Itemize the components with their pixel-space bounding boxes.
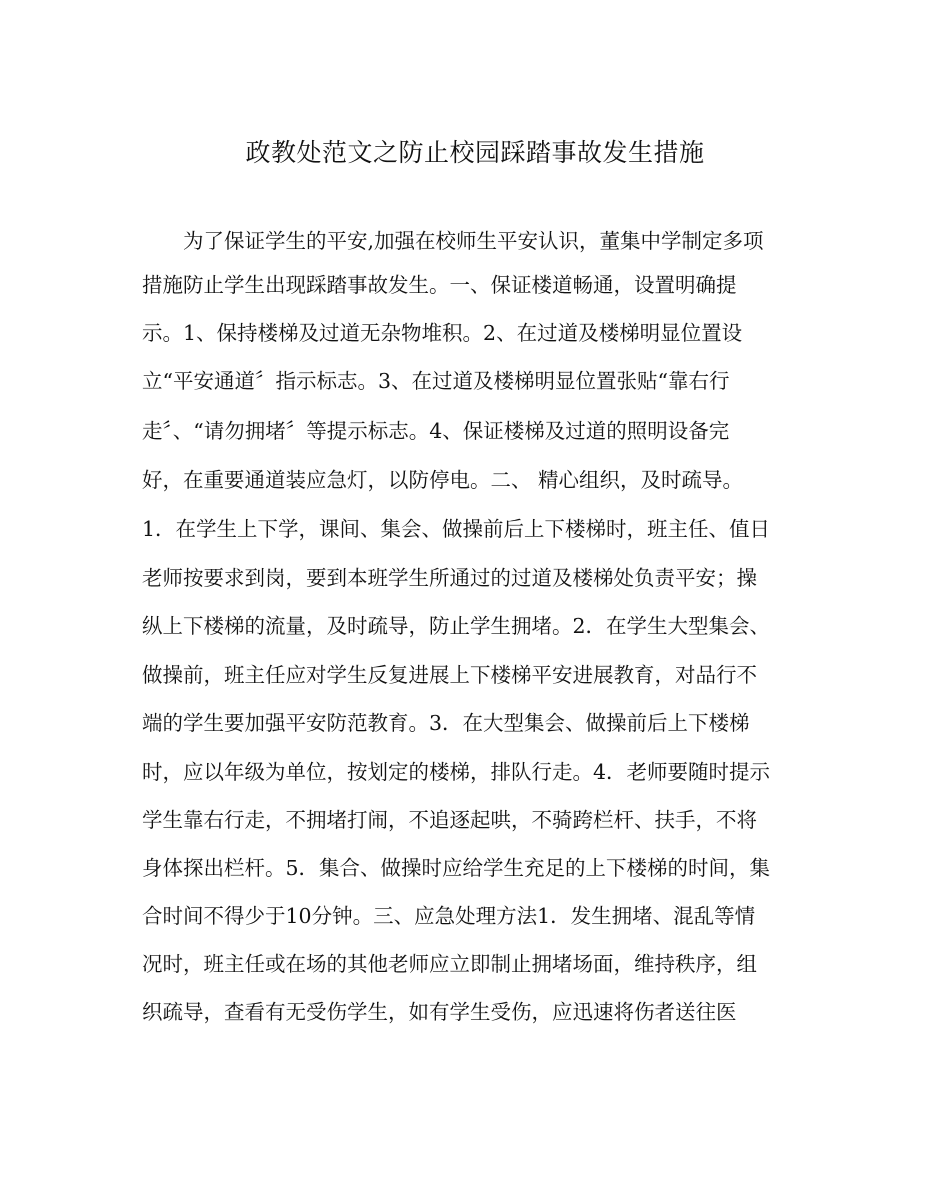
document-title: 政教处范文之防止校园踩踏事故发生措施 [245,138,705,167]
body-line: 况时，班主任或在场的其他老师应立即制止拥堵场面，维持秩序，组 [142,952,757,976]
body-line: 纵上下楼梯的流量，及时疏导，防止学生拥堵。2．在学生大型集会、 [142,614,771,638]
body-line: 端的学生要加强平安防范教育。3．在大型集会、做操前后上下楼梯 [142,711,750,735]
body-line: 立“平安通道〞指示标志。3、在过道及楼梯明显位置张贴“靠右行 [142,369,730,393]
body-line: 措施防止学生出现踩踏事故发生。一、保证楼道畅通，设置明确提 [142,273,737,297]
body-line: 好，在重要通道装应急灯，以防停电。二、 精心组织，及时疏导。 [142,468,744,492]
body-line: 做操前，班主任应对学生反复进展上下楼梯平安进展教育，对品行不 [142,663,757,687]
body-line: 时，应以年级为单位，按划定的楼梯，排队行走。4．老师要随时提示 [142,760,771,784]
body-line: 为了保证学生的平安,加强在校师生平安认识，董集中学制定多项 [142,229,764,253]
body-line: 织疏导，查看有无受伤学生，如有学生受伤，应迅速将伤者送往医 [142,1000,737,1024]
body-line: 学生靠右行走，不拥堵打闹，不追逐起哄，不骑跨栏杆、扶手，不将 [142,808,757,832]
body-line: 老师按要求到岗，要到本班学生所通过的过道及楼梯处负责平安；操 [142,566,757,590]
body-line: 走〞、“请勿拥堵〞等提示标志。4、保证楼梯及过道的照明设备完 [142,419,730,443]
body-line: 合时间不得少于10分钟。三、应急处理方法1．发生拥堵、混乱等情 [142,904,756,928]
body-line: 身体探出栏杆。5．集合、做操时应给学生充足的上下楼梯的时间，集 [142,856,771,880]
body-line: 1．在学生上下学，课间、集会、做操前后上下楼梯时，班主任、值日 [142,517,771,541]
body-line: 示。1、保持楼梯及过道无杂物堆积。2、在过道及楼梯明显位置设 [142,321,743,345]
